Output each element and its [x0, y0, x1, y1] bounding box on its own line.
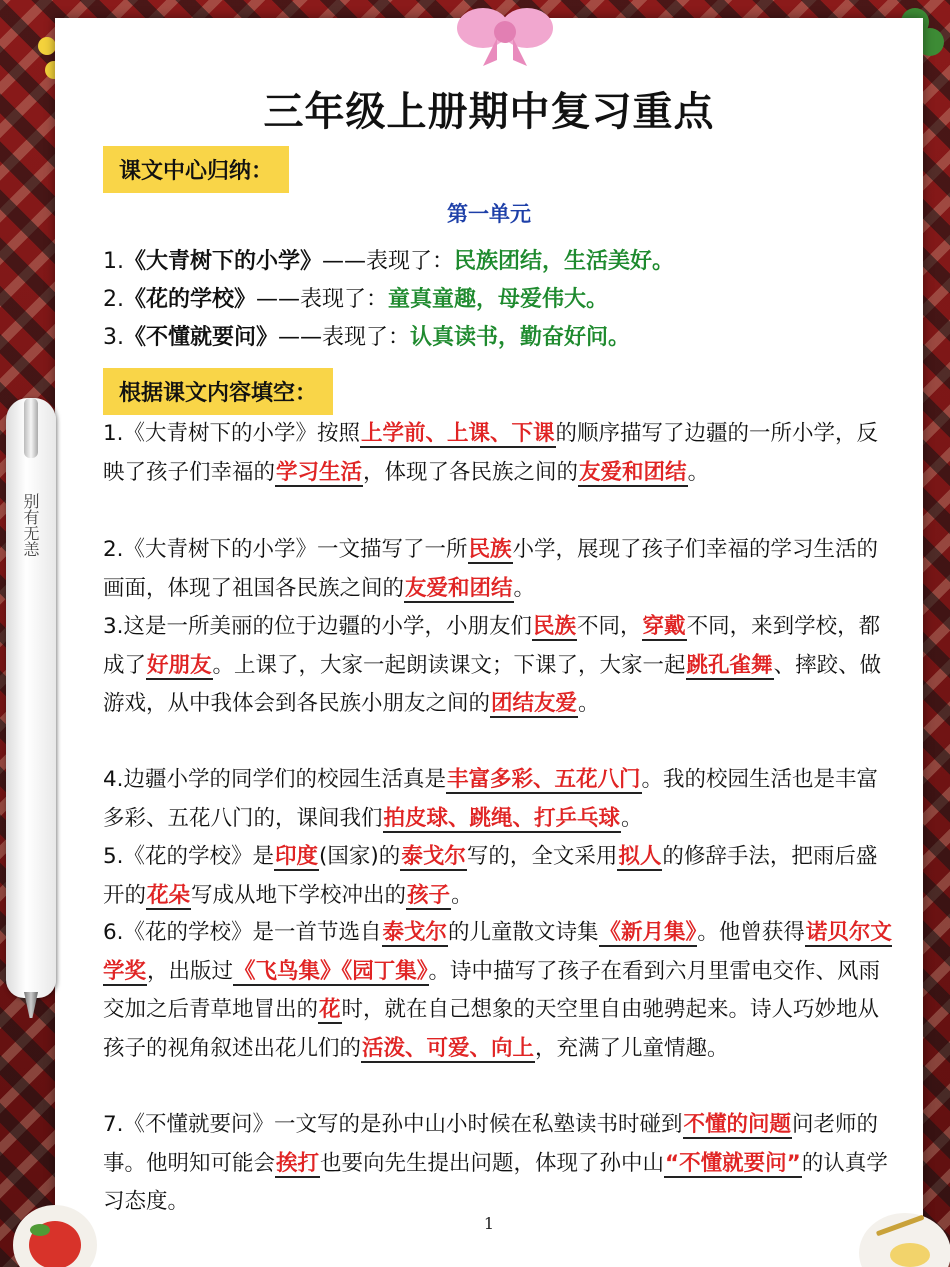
worksheet-page: [55, 18, 923, 1267]
answer-blank: 《新月集》: [599, 920, 697, 945]
pen-clip: [24, 398, 38, 458]
answer-blank: 孩子: [407, 882, 451, 908]
answer-blank: 诺贝尔文学奖: [103, 920, 892, 984]
unit-title: 第一单元: [447, 202, 531, 226]
answer-blank: 印度: [275, 844, 319, 869]
answer-blank: 跳孔雀舞: [686, 652, 773, 678]
question-paragraph-7: 7.《不懂就要问》一文写的是孙中山小时候在私塾读书时碰到不懂的问题问老师的事。他明知可能会挨打也要向先生提出问题，体现了孙中山“不懂就要问”的认真学习态度。: [103, 1112, 888, 1214]
question-paragraph-3: 3.这是一所美丽的位于边疆的小学，小朋友们民族不同，穿戴不同，来到学校，都成了好朋友。上课了，大家一起朗读课文；下课了，大家一起跳孔雀舞、摔跤、做游戏，从中我体会到各民族小朋友之间的团结友爱。: [103, 614, 882, 716]
answer-blank: 好朋友: [147, 652, 212, 678]
plate-decoration: [10, 1200, 100, 1267]
answer-blank: 不懂的问题: [683, 1112, 792, 1137]
answer-blank: 花: [319, 997, 341, 1022]
answer-blank: 拍皮球、跳绳、打乒乓球: [383, 805, 621, 831]
summary-item: 3.《不懂就要问》——表现了：认真读书，勤奋好问。: [103, 325, 631, 350]
page-title: 三年级上册期中复习重点: [263, 89, 715, 135]
pen-tip: [24, 992, 38, 1018]
answer-blank: 民族: [533, 614, 577, 639]
answer-blank: 花朵: [147, 882, 191, 908]
answer-blank: 友爱和团结: [579, 459, 687, 485]
answer-blank: 上学前、上课、下课: [361, 421, 555, 446]
pen-label: 别有无恙: [21, 493, 40, 557]
answer-blank: 《飞鸟集》《园丁集》: [234, 958, 428, 984]
question-paragraph-1: 1.《大青树下的小学》按照上学前、上课、下课的顺序描写了边疆的一所小学，反映了孩子们幸福的学习生活，体现了各民族之间的友爱和团结。: [103, 421, 879, 485]
bow-decoration: [455, 0, 555, 68]
answer-blank: 友爱和团结: [405, 575, 513, 601]
page-number: 1: [483, 1214, 495, 1233]
section-tag-summary: 课文中心归纳：: [103, 146, 289, 193]
dessert-plate-decoration: [855, 1205, 950, 1267]
answer-blank: 团结友爱: [491, 691, 578, 716]
answer-blank: “不懂就要问”: [665, 1150, 801, 1176]
answer-blank: 挨打: [276, 1150, 320, 1176]
answer-blank: 学习生活: [276, 459, 363, 485]
question-paragraph-6: 6.《花的学校》是一首节选自泰戈尔的儿童散文诗集《新月集》。他曾获得诺贝尔文学奖，出版过《飞鸟集》《园丁集》。诗中描写了孩子在看到六月里雷电交作、风雨交加之后青草地冒出的花时，就在自己想象的天空里自由驰骋起来。诗人巧妙地从孩子的视角叙述出花儿们的活泼、可爱、向上，充满了儿童情趣。: [103, 920, 892, 1061]
answer-blank: 穿戴: [642, 614, 686, 639]
pen-decoration: [6, 398, 56, 998]
summary-item: 1.《大青树下的小学》——表现了：民族团结，生活美好。: [103, 249, 675, 274]
answer-blank: 民族: [468, 537, 512, 562]
answer-blank: 拟人: [618, 844, 662, 869]
question-paragraph-4: 4.边疆小学的同学们的校园生活真是丰富多彩、五花八门。我的校园生活也是丰富多彩、五花八门的，课间我们拍皮球、跳绳、打乒乓球。: [103, 767, 879, 831]
question-paragraph-5: 5.《花的学校》是印度(国家)的泰戈尔写的，全文采用拟人的修辞手法，把雨后盛开的花朵写成从地下学校冲出的孩子。: [103, 844, 878, 908]
summary-item: 2.《花的学校》——表现了：童真童趣，母爱伟大。: [103, 287, 609, 312]
section-tag-fill-blanks: 根据课文内容填空：: [103, 368, 333, 415]
answer-blank: 丰富多彩、五花八门: [447, 767, 641, 792]
answer-blank: 泰戈尔: [382, 920, 448, 945]
answer-blank: 活泼、可爱、向上: [362, 1035, 535, 1061]
question-paragraph-2: 2.《大青树下的小学》一文描写了一所民族小学，展现了孩子们幸福的学习生活的画面，体现了祖国各民族之间的友爱和团结。: [103, 537, 879, 601]
answer-blank: 泰戈尔: [401, 844, 466, 869]
